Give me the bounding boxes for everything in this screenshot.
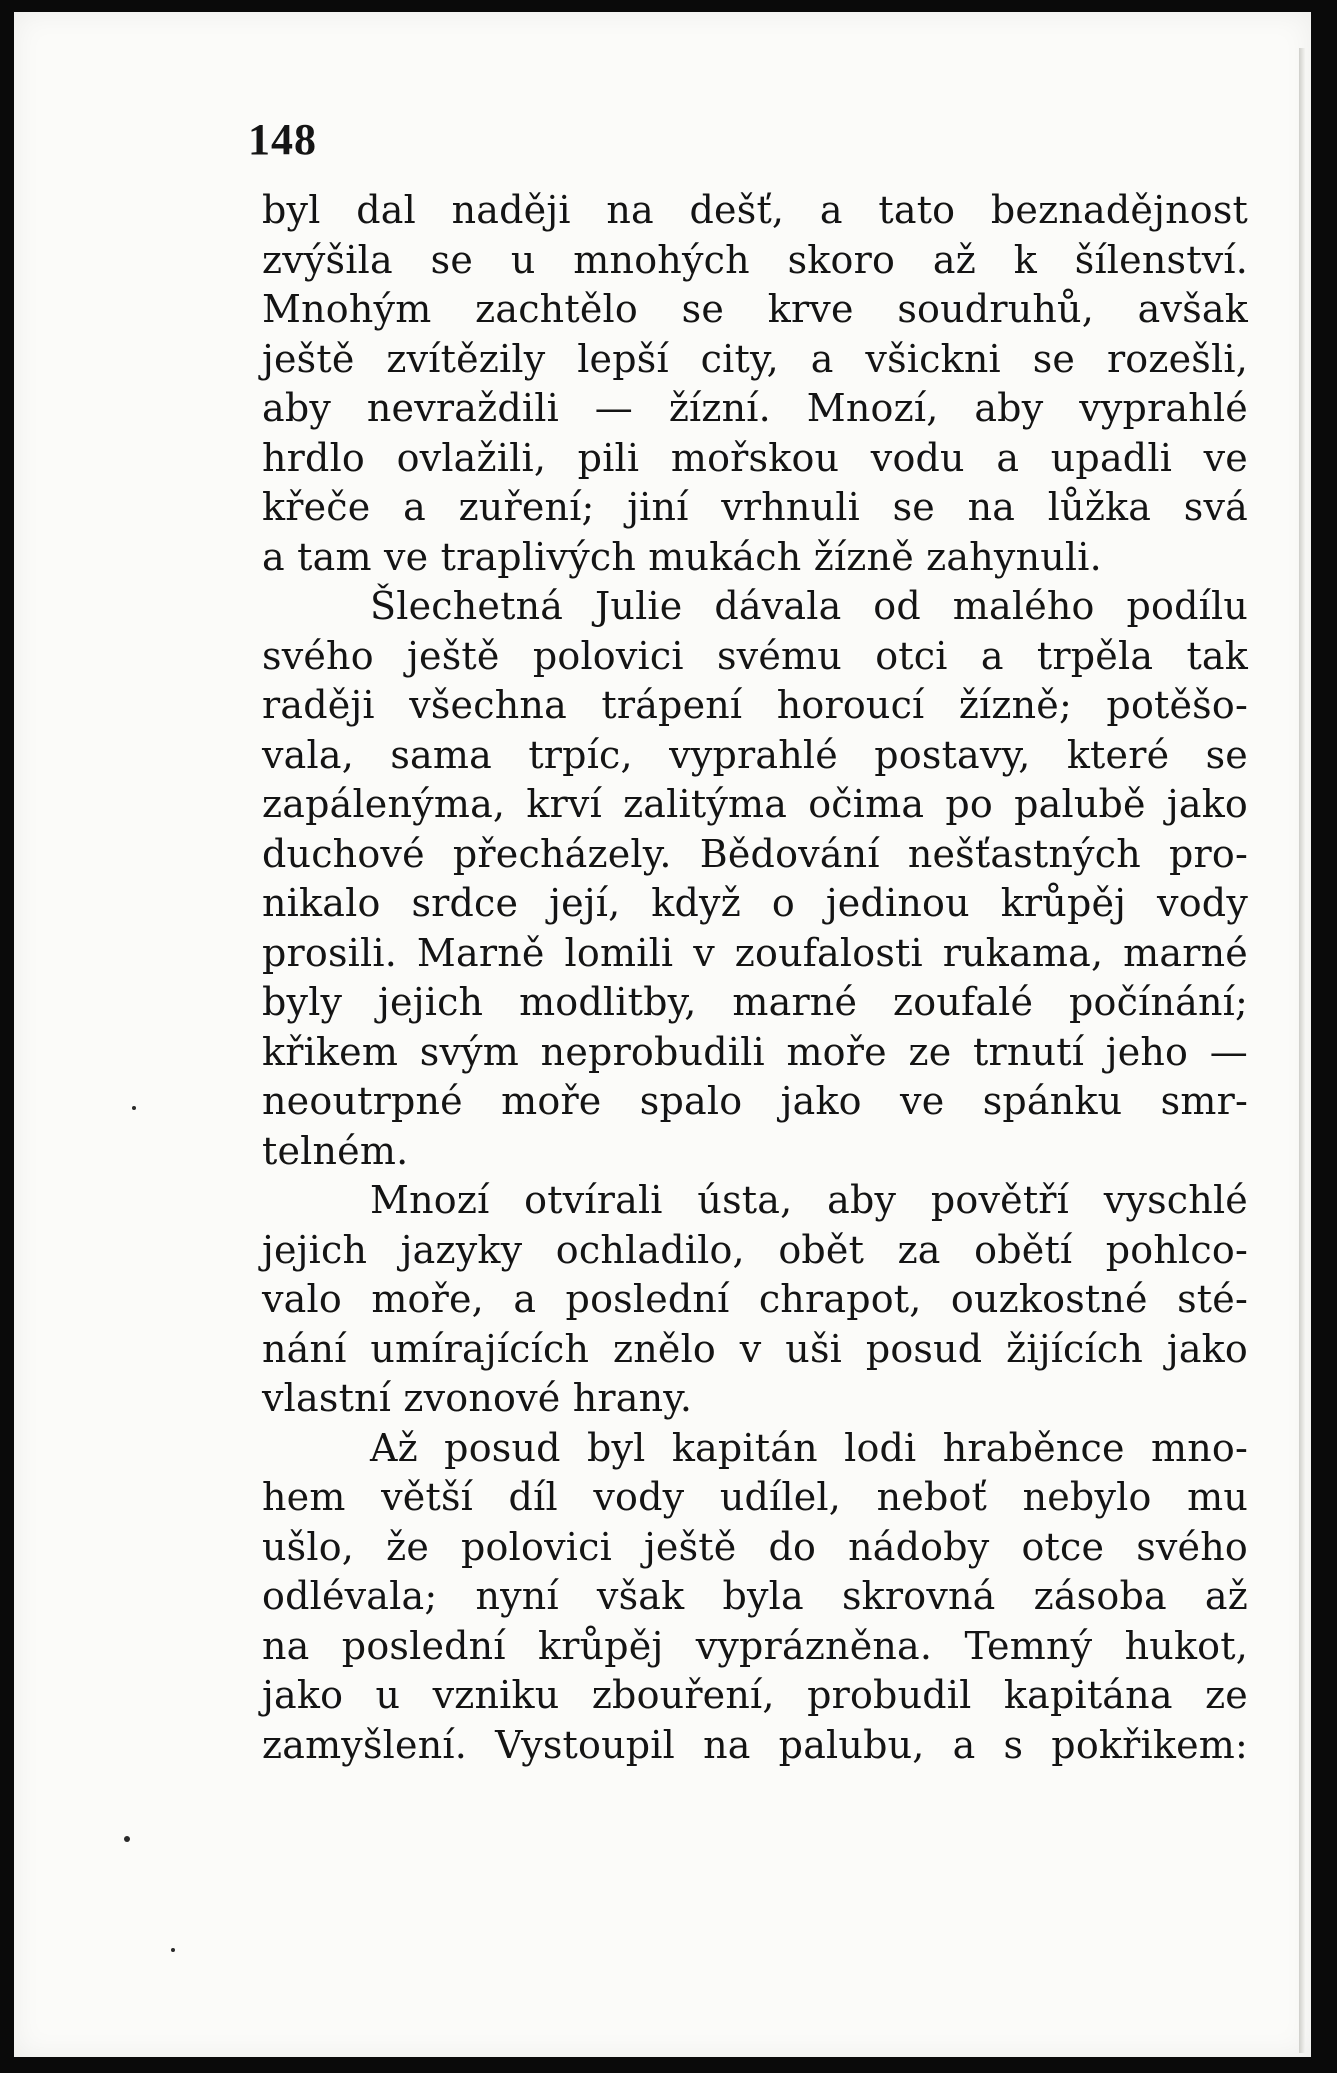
ink-speck bbox=[171, 1948, 175, 1952]
text-line: ještě zvítězily lepší city, a všickni se rozešli, bbox=[262, 336, 1248, 381]
text-line: odlévala; nyní však byla skrovná zásoba až bbox=[262, 1574, 1248, 1618]
text-line: byly jejich modlitby, marné zoufalé počínání; bbox=[262, 980, 1248, 1024]
text-line: raději všechna trápení horoucí žízně; potěšo- bbox=[262, 683, 1248, 727]
text-line: křikem svým neprobudili moře ze trnutí jeho — bbox=[262, 1029, 1248, 1074]
text-line: jako u vzniku zbouření, probudil kapitána ze bbox=[262, 1673, 1248, 1717]
text-line: jejich jazyky ochladilo, obět za obětí pohlco- bbox=[262, 1227, 1248, 1272]
page-edge-shadow bbox=[1299, 48, 1305, 2053]
text-line: valo moře, a poslední chrapot, ouzkostné sté- bbox=[262, 1277, 1248, 1321]
text-line: duchové přecházely. Bědování nešťastných pro- bbox=[262, 831, 1248, 876]
text-line: ušlo, že polovici ještě do nádoby otce svého bbox=[262, 1524, 1248, 1569]
text-line: telném. bbox=[262, 1128, 409, 1173]
text-line: křeče a zuření; jiní vrhnuli se na lůžka svá bbox=[262, 485, 1248, 529]
text-line: Mnohým zachtělo se krve soudruhů, avšak bbox=[262, 287, 1248, 331]
text-line: na poslední krůpěj vyprázněna. Temný hukot, bbox=[262, 1623, 1248, 1668]
text-line: aby nevraždili — žízní. Mnozí, aby vyprahlé bbox=[262, 386, 1248, 430]
text-line: zamyšlení. Vystoupil na palubu, a s pokřikem: bbox=[262, 1722, 1248, 1767]
text-line: a tam ve traplivých mukách žízně zahynuli. bbox=[262, 534, 1102, 579]
text-line: Šlechetná Julie dávala od malého podílu bbox=[370, 584, 1248, 628]
text-line: prosili. Marně lomili v zoufalosti rukama, marné bbox=[262, 930, 1248, 975]
text-line: Až posud byl kapitán lodi hraběnce mno- bbox=[370, 1425, 1248, 1470]
text-line: neoutrpné moře spalo jako ve spánku smr- bbox=[262, 1079, 1248, 1123]
text-line: zapálenýma, krví zalitýma očima po palubě jako bbox=[262, 782, 1248, 826]
ink-speck bbox=[132, 1106, 136, 1110]
text-line: vlastní zvonové hrany. bbox=[262, 1376, 693, 1420]
text-line: vala, sama trpíc, vyprahlé postavy, které se bbox=[262, 732, 1248, 777]
text-line: hrdlo ovlažili, pili mořskou vodu a upadli ve bbox=[262, 435, 1248, 480]
text-line: nikalo srdce její, když o jedinou krůpěj vody bbox=[262, 881, 1248, 925]
text-line: svého ještě polovici svému otci a trpěla tak bbox=[262, 633, 1248, 678]
text-line: Mnozí otvírali ústa, aby povětří vyschlé bbox=[370, 1178, 1248, 1222]
body-text bbox=[262, 186, 1248, 1770]
text-line: nání umírajících znělo v uši posud žijících jako bbox=[262, 1326, 1248, 1371]
text-line: hem větší díl vody udílel, neboť nebylo mu bbox=[262, 1475, 1248, 1519]
ink-speck bbox=[124, 1836, 130, 1842]
text-line: zvýšila se u mnohých skoro až k šílenství. bbox=[262, 237, 1248, 282]
page-number: 148 bbox=[248, 115, 317, 164]
text-line: byl dal naději na dešť, a tato beznadějnost bbox=[262, 188, 1248, 232]
